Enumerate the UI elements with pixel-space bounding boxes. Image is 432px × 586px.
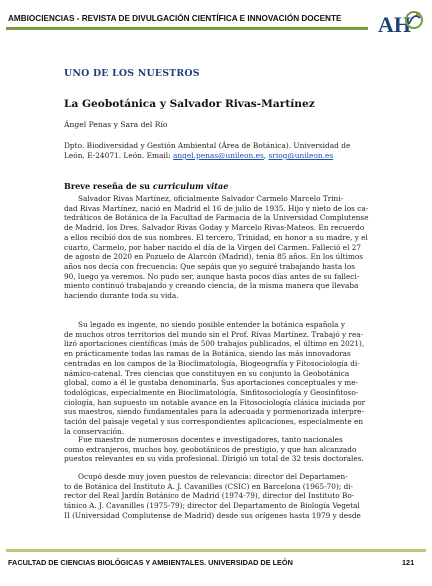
text-line: tedráticos de Botánica de la Facultad de Farmacia de la Universidad Complutense — [64, 213, 369, 223]
text-line: centradas en los campos de la Bioclimatología, Biogeografía y Fitosociología di- — [64, 358, 360, 368]
journal-logo-icon — [376, 8, 426, 40]
article-title: La Geobotánica y Salvador Rivas-Martínez — [64, 98, 315, 110]
text-line: Su legado es ingente, no siendo posible entender la botánica española y — [78, 320, 345, 329]
text-line: ciología, han supuesto un notable avance en la Fitosociología clásica iniciada por — [64, 397, 366, 407]
text-line: cuarto, Carmelo, por haber nacido el día de la Virgen del Carmen. Falleció el 27 — [64, 242, 362, 252]
email-link-2[interactable]: sriog@unileon.es — [268, 151, 334, 160]
affiliation-line-1: Dpto. Biodiversidad y Gestión Ambiental (Área de Botánica). Universidad de — [64, 141, 351, 150]
email-link-1[interactable]: angel.penas@unileon.es — [173, 151, 264, 160]
text-line: sus maestros, siendo fundamentales para la adecuada y pormenorizada interpre- — [64, 407, 364, 417]
text-line: de Madrid, los Dres. Salvador Rivas Goday y Marcelo Rivas-Mateos. En recuerdo — [64, 223, 365, 233]
text-line: rector del Real Jardín Botánico de Madrid (1974-79), director del Instituto Bo- — [64, 491, 355, 501]
affiliation-line-2: León, E-24071. León. Email: — [64, 151, 173, 160]
footer-text: FACULTAD DE CIENCIAS BIOLÓGICAS Y AMBIENTALES. UNIVERSIDAD DE LEÓN — [8, 558, 293, 567]
text-line: námico-catenal. Tres ciencias que constituyen en su conjunto la Geobotánica — [64, 368, 350, 378]
footer-rule — [6, 549, 426, 552]
text-line: 90, luego ya veremos. No pudo ser, aunque hasta pocos días antes de su falleci- — [64, 271, 360, 281]
paragraph-3 — [64, 435, 374, 464]
text-line: todológicas, especialmente en Bioclimatología, Sinfitosociología y Geosinfitoso- — [64, 387, 359, 397]
section-heading: UNO DE LOS NUESTROS — [64, 68, 200, 79]
text-line: Salvador Rivas Martínez, oficialmente Salvador Carmelo Marcelo Trini- — [78, 194, 344, 203]
text-line: tación del paisaje vegetal y sus correspondientes aplicaciones, especialmente en — [64, 417, 364, 427]
text-line: de agosto de 2020 en Pozuelo de Alarcón (Madrid), tenía 85 años. En los últimos — [64, 252, 364, 262]
article-authors: Ángel Penas y Sara del Río — [64, 120, 168, 129]
text-line: como extranjeros, muchos hoy, geobotánicos de prestigio, y que han alcanzado — [64, 444, 357, 454]
text-line: de muchos otros territorios del mundo sin el Prof. Rivas Martínez. Trabajó y rea- — [64, 329, 364, 339]
text-line: haciendo durante toda su vida. — [64, 291, 179, 301]
text-line: tánico A. J. Cavanilles (1975-79); director del Departamento de Biología Vegetal — [64, 501, 360, 511]
text-line: miento continuó trabajando y creando ciencia, de la misma manera que llevaba — [64, 281, 359, 291]
text-line: lizó aportaciones científicas (más de 500 trabajos publicados, el último en 2021), — [64, 339, 365, 349]
paragraph-4 — [64, 472, 374, 521]
text-line: global, como a él le gustaba denominarla. Sus aportaciones conceptuales y me- — [64, 378, 358, 388]
header-rule — [6, 27, 368, 30]
page-number: 121 — [402, 558, 415, 567]
email-separator: , — [263, 151, 269, 160]
page-header — [0, 0, 432, 40]
paragraph-2 — [64, 320, 374, 436]
text-line: en prácticamente todas las ramas de la Botánica, siendo las más innovadoras — [64, 349, 351, 359]
text-line: dad Rivas Martínez, nació en Madrid el 16 de julio de 1935. Hijo y nieto de los ca- — [64, 203, 369, 213]
paragraph-1 — [64, 194, 374, 301]
text-line: II (Universidad Complutense de Madrid) desde sus orígenes hasta 1979 y desde — [64, 510, 361, 520]
text-line: to de Botánica del Instituto A. J. Cavanilles (CSIC) en Barcelona (1965-70); di- — [64, 481, 354, 491]
subheading — [64, 181, 228, 191]
text-line: años nos decía con frecuencia: Que sepáis que yo seguiré trabajando hasta los — [64, 261, 355, 271]
text-line: puestos relevantes en su vida profesional. Dirigió un total de 32 tesis doctorales. — [64, 454, 364, 464]
affiliation — [64, 141, 376, 161]
text-line: a ellos recibió dos de sus nombres. El tercero, Trinidad, en honor a su madre, y el — [64, 232, 368, 242]
subheading-italic: curriculum vitae — [152, 181, 229, 191]
text-line: Fue maestro de numerosos docentes e investigadores, tanto nacionales — [78, 435, 343, 444]
logo-lettering: AH — [378, 12, 411, 37]
journal-title: AMBIOCIENCIAS - REVISTA DE DIVULGACIÓN CIENTÍFICA E INNOVACIÓN DOCENTE — [8, 14, 342, 23]
text-line: Ocupó desde muy joven puestos de relevancia: director del Departamen- — [78, 472, 348, 481]
text-line: la conservación. — [64, 426, 125, 436]
subheading-text: Breve reseña de su — [64, 181, 153, 191]
